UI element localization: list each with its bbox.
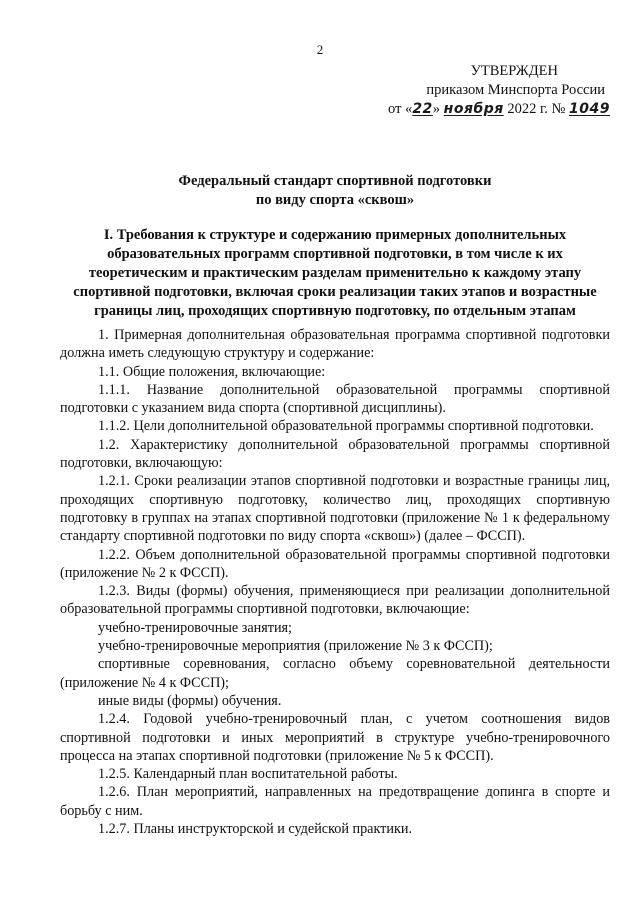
paragraph: 1.2. Характеристику дополнительной образовательной программы спортивной подготовки, включающую: (60, 436, 610, 472)
approval-stamp (388, 62, 610, 119)
paragraph: 1.2.1. Сроки реализации этапов спортивной подготовки и возрастные границы лиц, проходящих спортивную подготовку, количество лиц, проходящих спортивную подготовку в группах на этапах спортивной подготовки (приложение № 1 к федеральному стандарту спортивной подготовки по виду спорта «сквош») (далее – ФССП). (60, 473, 610, 545)
approval-date-line (388, 100, 610, 119)
paragraph: 1.2.6. План мероприятий, направленных на предотвращение допинга в спорте и борьбу с ним. (60, 784, 610, 819)
paragraph: 1.2.2. Объем дополнительной образовательной программы спортивной подготовки (приложение № 2 к ФССП). (60, 546, 610, 581)
paragraph: 1.1.1. Название дополнительной образовательной программы спортивной подготовки с указанием вида спорта (спортивной дисциплины). (60, 381, 610, 417)
handwritten-day: 22 (412, 101, 433, 117)
section-title (60, 226, 610, 321)
page-number: 2 (316, 42, 324, 57)
approval-title: УТВЕРЖДЕН (470, 63, 558, 79)
document-body (60, 326, 610, 838)
paragraph: 1.2.7. Планы инструкторской и судейской практики. (98, 821, 412, 838)
list-item: учебно-тренировочные мероприятия (приложение № 3 к ФССП); (98, 638, 493, 655)
title-line: по виду спорта «сквош» (255, 192, 415, 208)
paragraph: 1. Примерная дополнительная образовательная программа спортивной подготовки должна иметь следующую структуру и содержание: (60, 327, 610, 362)
section-title-line: образовательных программ спортивной подготовки, в том числе к их (107, 246, 563, 262)
date-prefix: от « (388, 101, 413, 117)
handwritten-month: ноября (443, 101, 504, 117)
paragraph: 1.1.2. Цели дополнительной образовательной программы спортивной подготовки. (98, 418, 594, 435)
paragraph: 1.2.5. Календарный план воспитательной работы. (98, 766, 398, 783)
list-item: учебно-тренировочные занятия; (98, 619, 293, 636)
title-line: Федеральный стандарт спортивной подготовки (178, 173, 492, 189)
handwritten-order-number: 1049 (569, 101, 610, 117)
section-title-line: теоретическим и практическим разделам применительно к каждому этапу (88, 265, 582, 281)
approval-org: приказом Минспорта России (426, 82, 605, 98)
paragraph: 1.2.3. Виды (формы) обучения, применяющиеся при реализации дополнительной образовательной программы спортивной подготовки, включающие: (60, 583, 610, 618)
document-title (60, 172, 610, 210)
list-item: иные виды (формы) обучения. (98, 692, 282, 709)
section-title-line: границы лиц, проходящих спортивную подготовку, по отдельным этапам (94, 303, 576, 319)
section-title-line: I. Требования к структуре и содержанию примерных дополнительных (103, 227, 567, 243)
paragraph: 1.2.4. Годовой учебно-тренировочный план, с учетом соотношения видов спортивной подготовки и иных мероприятий в структуре учебно-тренировочного процесса на этапах спортивной подготовки (приложение № 5 к ФССП). (60, 711, 610, 764)
date-close-quote: » (432, 101, 441, 117)
section-title-line: спортивной подготовки, включая сроки реализации таких этапов и возрастные (73, 284, 597, 300)
paragraph: 1.1. Общие положения, включающие: (98, 363, 326, 380)
date-year: 2022 г. № (507, 101, 566, 117)
list-item: спортивные соревнования, согласно объему соревновательной деятельности (приложение № 4 к ФССП); (60, 656, 610, 691)
